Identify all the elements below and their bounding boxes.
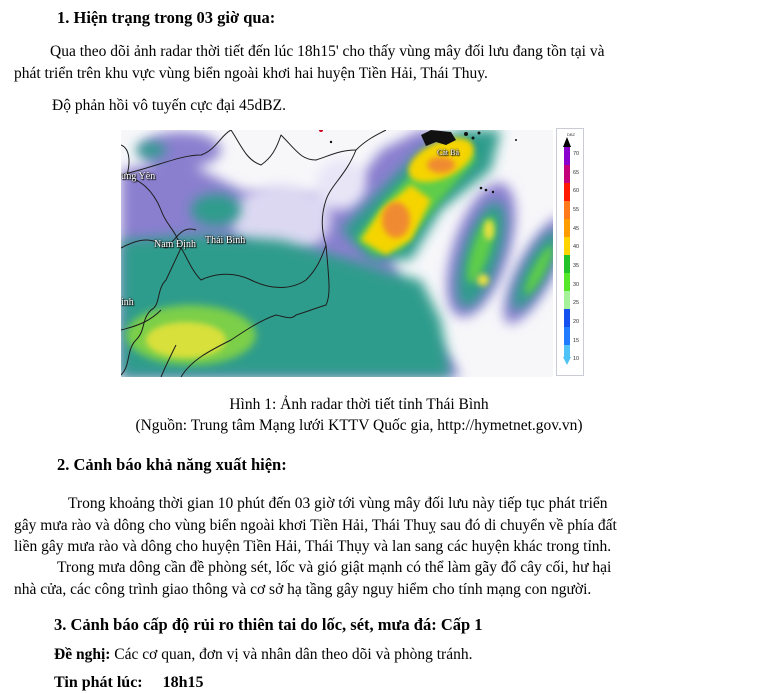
colorbar-tick: 15 — [573, 338, 580, 344]
colorbar-tick: 55 — [573, 207, 580, 213]
colorbar-segment — [564, 237, 570, 255]
colorbar-min-arrow-icon — [563, 357, 571, 365]
map-label-cat-ba: Cát Bà — [437, 148, 459, 157]
section3-heading: 3. Cảnh báo cấp độ rủi ro thiên tai do lốc, sét, mưa đá: Cấp 1 — [54, 615, 483, 634]
section1-para1-line2: phát triển trên khu vực vùng biển ngoài khơi hai huyện Tiền Hải, Thái Thuy. — [14, 65, 488, 82]
colorbar-segment — [564, 255, 570, 273]
issued-time-value: 18h15 — [162, 674, 204, 691]
colorbar-tick: 20 — [573, 319, 580, 325]
map-label-ninh-binh: inh — [121, 297, 134, 308]
section2-p1-line3: liền gây mưa rào và dông cho huyện Tiền Hải, Thái Thụy và lan sang các huyện khác trong tỉnh. — [14, 538, 612, 555]
section2-p1-line2: gây mưa rào và dông cho vùng biển ngoài khơi Tiền Hải, Thái Thuỵ sau đó di chuyển về phía đất — [14, 517, 617, 534]
figure-source: (Nguồn: Trung tâm Mạng lưới KTTV Quốc gia, http://hymetnet.gov.vn) — [135, 417, 583, 434]
issued-time-label: Tin phát lúc: — [54, 674, 143, 691]
colorbar-segment — [564, 201, 570, 219]
recommendation-text: Các cơ quan, đơn vị và nhân dân theo dõi và phòng tránh. — [110, 646, 473, 663]
colorbar-segment — [564, 327, 570, 345]
figure-caption: Hình 1: Ảnh radar thời tiết tỉnh Thái Bình — [229, 396, 489, 413]
colorbar-tick: 65 — [573, 170, 580, 176]
section1-para2: Độ phản hồi vô tuyến cực đại 45dBZ. — [52, 97, 286, 114]
colorbar-segment — [564, 291, 570, 309]
colorbar-tick: 60 — [573, 188, 580, 194]
colorbar-segment — [564, 273, 570, 291]
colorbar-scale — [564, 147, 570, 357]
colorbar-segment — [564, 345, 570, 357]
section2-p2-line1: Trong mưa dông cần đề phòng sét, lốc và gió giật mạnh có thể làm gãy đổ cây cối, hư hại — [57, 559, 612, 576]
radar-reflectivity-map — [121, 130, 553, 377]
colorbar-tick: 10 — [573, 356, 580, 362]
reflectivity-colorbar — [556, 128, 584, 376]
issued-time-row — [54, 673, 204, 693]
colorbar-segment — [564, 309, 570, 327]
recommendation — [54, 645, 472, 665]
colorbar-unit: DBZ — [567, 132, 575, 137]
section1-para1-line1: Qua theo dõi ảnh radar thời tiết đến lúc 18h15' cho thấy vùng mây đối lưu đang tồn tại và — [50, 43, 605, 60]
colorbar-tick: 70 — [573, 151, 580, 157]
radar-map-image — [121, 130, 553, 377]
map-label-hung-yen: ưng Yên — [121, 171, 156, 182]
colorbar-segment — [564, 165, 570, 183]
colorbar-tick: 30 — [573, 282, 580, 288]
section1-heading: 1. Hiện trạng trong 03 giờ qua: — [57, 8, 276, 27]
colorbar-max-arrow-icon — [563, 137, 571, 147]
colorbar-tick: 25 — [573, 300, 580, 306]
section2-heading: 2. Cảnh báo khả năng xuất hiện: — [57, 455, 287, 474]
colorbar-tick: 35 — [573, 263, 580, 269]
colorbar-segment — [564, 219, 570, 237]
colorbar-segment — [564, 183, 570, 201]
section2-p1-line1: Trong khoảng thời gian 10 phút đến 03 giờ tới vùng mây đối lưu này tiếp tục phát triển — [68, 495, 608, 512]
colorbar-tick: 40 — [573, 244, 580, 250]
section2-p2-line2: nhà cửa, các công trình giao thông và cơ sở hạ tầng gây nguy hiểm cho tính mạng con người. — [14, 581, 592, 598]
colorbar-segment — [564, 147, 570, 165]
recommendation-label: Đề nghị: — [54, 646, 111, 663]
colorbar-tick: 45 — [573, 226, 580, 232]
map-label-thai-binh: Thái Bình — [205, 235, 246, 246]
map-label-nam-dinh: Nam Định — [154, 239, 196, 250]
